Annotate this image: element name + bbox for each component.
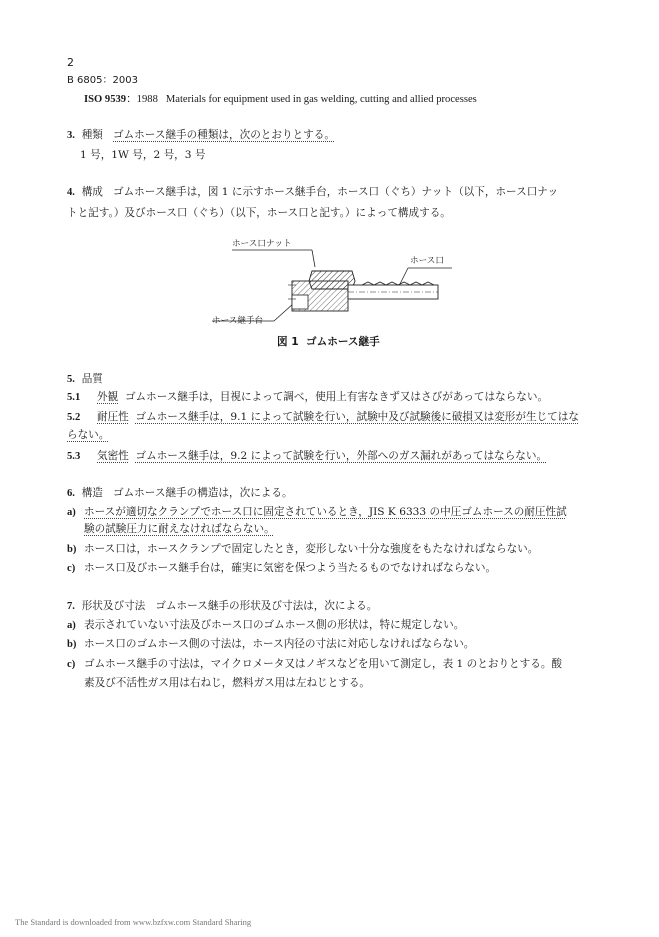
- section-6-item-a: [67, 505, 567, 520]
- page-number: 2: [67, 56, 74, 69]
- clause-5-1-title: 外観: [97, 391, 119, 403]
- label-hose-mouth: ホース口: [410, 256, 444, 266]
- section-6-item-b-text: ホース口は，ホースクランプで固定したとき，変形しない十分な強度をもたなければならない。: [84, 543, 539, 555]
- clause-5-2-number: 5.2: [67, 412, 81, 423]
- section-6-item-c: [67, 561, 496, 576]
- section-7-item-b-marker: b): [67, 639, 77, 650]
- section-6-item-c-text: ホース口及びホース継手台は，確実に気密を保つよう当たるものでなければならない。: [84, 562, 497, 574]
- clause-5-3: [67, 449, 547, 464]
- section-6-item-b: [67, 542, 538, 557]
- section-6-item-b-marker: b): [67, 544, 77, 555]
- clause-5-2-title: 耐圧性: [97, 411, 129, 423]
- standard-code: B 6805：2003: [67, 75, 138, 86]
- clause-5-1: [67, 390, 548, 405]
- section-3-types: 1 号，1W 号，2 号，3 号: [80, 149, 206, 161]
- section-5-number: 5.: [67, 374, 75, 385]
- section-7-item-a: [67, 618, 464, 633]
- label-hose-nut: ホース口ナット: [232, 239, 292, 249]
- section-7-title: 形状及び寸法: [81, 600, 146, 612]
- section-7-item-c: [67, 657, 562, 672]
- section-7-item-c-text: ゴムホース継手の寸法は，マイクロメータ又はノギスなどを用いて測定し，表 1 のとおりとする。酸: [84, 658, 563, 670]
- footer-download-note: The Standard is downloaded from www.bzfxw.com Standard Sharing: [15, 917, 252, 927]
- section-7-heading: [67, 599, 377, 614]
- section-5-heading: [67, 372, 103, 387]
- figure-caption: [277, 334, 380, 349]
- section-7-intro: ゴムホース継手の形状及び寸法は，次による。: [155, 600, 378, 612]
- section-7-item-b-text: ホース口のゴムホース側の寸法は，ホース内径の寸法に対応しなければならない。: [84, 638, 475, 650]
- section-3-heading: [67, 128, 335, 143]
- section-4-line1: [67, 185, 558, 200]
- section-7-item-c-marker: c): [67, 659, 76, 670]
- section-7-item-b: [67, 637, 474, 652]
- section-7-number: 7.: [67, 601, 75, 612]
- section-6-item-a-text2: 験の試験圧力に耐えなければならない。: [84, 523, 275, 535]
- section-5-title: 品質: [81, 373, 103, 385]
- section-4-line2: トと記す。）及びホース口（ぐち）（以下，ホース口と記す。）によって構成する。: [67, 207, 451, 219]
- section-4-title: 構成: [81, 186, 103, 198]
- section-4-text1: ゴムホース継手は，図 1 に示すホース継手台，ホース口（ぐち）ナット（以下，ホース口ナッ: [113, 186, 559, 198]
- reference-year: ：1988: [126, 94, 158, 105]
- reference-title: Materials for equipment used in gas welding, cutting and allied processes: [165, 94, 477, 105]
- section-6-item-a-cont: [84, 522, 275, 536]
- section-6-item-c-marker: c): [67, 563, 76, 574]
- clause-5-3-title: 気密性: [97, 450, 129, 462]
- section-6-number: 6.: [67, 488, 75, 499]
- section-3-title: 種類: [81, 129, 103, 141]
- section-3-number: 3.: [67, 130, 75, 141]
- label-hose-base: ホース継手台: [212, 316, 264, 326]
- reference-line: [84, 93, 477, 107]
- clause-5-1-number: 5.1: [67, 392, 81, 403]
- figure-caption-number: 図 1: [277, 336, 299, 348]
- section-6-intro: ゴムホース継手の構造は，次による。: [113, 487, 293, 499]
- clause-5-1-text: ゴムホース継手は，目視によって調べ，使用上有害なきず又はさびがあってはならない。: [124, 391, 549, 403]
- clause-5-2-cont: [67, 428, 109, 442]
- clause-5-2-text2: らない。: [67, 429, 110, 441]
- reference-code: ISO 9539: [84, 94, 127, 105]
- section-6-item-a-text: ホースが適切なクランプでホース口に固定されているとき，JIS K 6333 の中圧ゴムホースの耐圧性試: [84, 506, 567, 518]
- clause-5-2-text: ゴムホース継手は，9.1 によって試験を行い，試験中及び試験後に破損又は変形が生じてはな: [135, 411, 579, 423]
- figure-caption-text: ゴムホース継手: [306, 336, 380, 348]
- clause-5-3-text: ゴムホース継手は，9.2 によって試験を行い，外部へのガス漏れがあってはならない。: [135, 450, 548, 462]
- clause-5-3-number: 5.3: [67, 451, 81, 462]
- section-6-heading: [67, 486, 293, 501]
- section-7-item-c-cont: 素及び不活性ガス用は右ねじ，燃料ガス用は左ねじとする。: [84, 677, 371, 689]
- section-3-text: ゴムホース継手の種類は，次のとおりとする。: [113, 129, 335, 141]
- clause-5-2: [67, 410, 579, 425]
- section-7-item-a-marker: a): [67, 620, 76, 631]
- section-6-item-a-marker: a): [67, 507, 76, 518]
- section-4-number: 4.: [67, 187, 75, 198]
- section-7-item-a-text: 表示されていない寸法及びホース口のゴムホース側の形状は，特に規定しない。: [84, 619, 465, 631]
- section-6-title: 構造: [81, 487, 103, 499]
